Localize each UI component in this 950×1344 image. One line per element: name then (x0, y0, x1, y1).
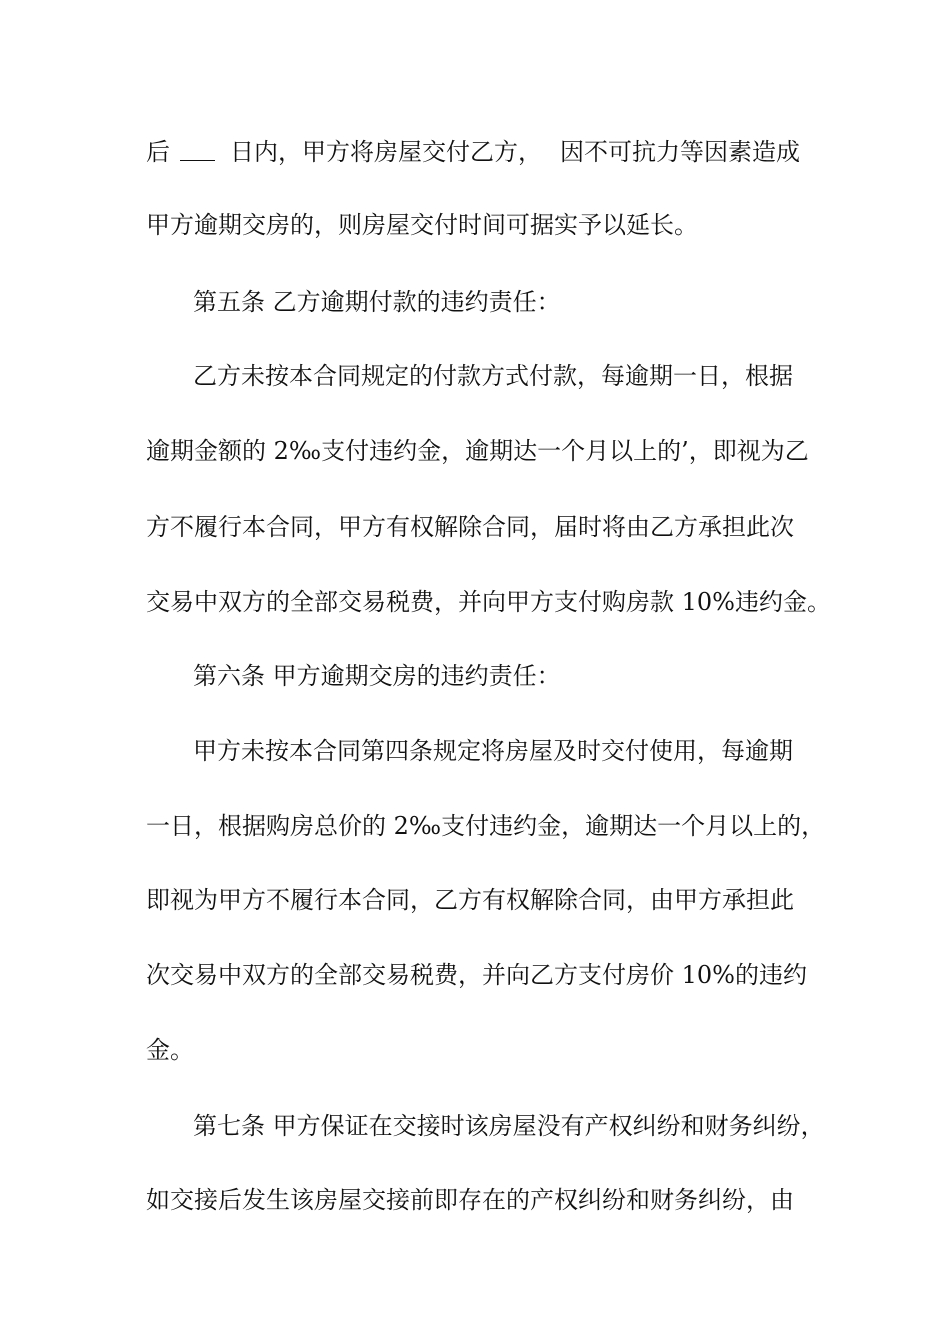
text-line (0, 356, 950, 396)
text-segment: 日内，甲方将房屋交付乙方， (230, 138, 542, 166)
text-line (0, 955, 950, 995)
article-heading (0, 656, 950, 696)
text-segment: 第六条 甲方逾期交房的违约责任： (193, 662, 561, 690)
text-segment: 金。 (146, 1036, 194, 1064)
text-segment: 因不可抗力等因素造成 (560, 138, 800, 166)
text-segment: 逾期金额的 2‰支付违约金，逾期达一个月以上的’，即视为乙 (146, 437, 809, 465)
text-line (0, 205, 950, 245)
article-heading (0, 282, 950, 322)
article-heading (0, 1106, 950, 1146)
text-segment: 第七条 甲方保证在交接时该房屋没有产权纠纷和财务纠纷， (193, 1112, 825, 1140)
text-segment: 如交接后发生该房屋交接前即存在的产权纠纷和财务纠纷，由 (146, 1186, 794, 1214)
text-segment: 即视为甲方不履行本合同，乙方有权解除合同，由甲方承担此 (146, 886, 794, 914)
text-line (0, 582, 950, 622)
fill-in-blank (180, 160, 215, 161)
text-line (0, 1030, 950, 1070)
text-line (0, 132, 950, 172)
text-segment: 乙方未按本合同规定的付款方式付款，每逾期一日，根据 (193, 362, 793, 390)
text-line (0, 806, 950, 846)
text-line (0, 880, 950, 920)
text-segment: 甲方逾期交房的，则房屋交付时间可据实予以延长。 (146, 211, 698, 239)
text-segment: 一日，根据购房总价的 2‰支付违约金，逾期达一个月以上的， (146, 812, 826, 840)
text-line (0, 731, 950, 771)
text-segment: 后 (146, 138, 170, 166)
text-segment: 次交易中双方的全部交易税费，并向乙方支付房价 10%的违约 (146, 961, 807, 989)
text-line (0, 1180, 950, 1220)
text-segment: 方不履行本合同，甲方有权解除合同，届时将由乙方承担此次 (146, 513, 794, 541)
text-segment: 甲方未按本合同第四条规定将房屋及时交付使用，每逾期 (193, 737, 793, 765)
text-line (0, 507, 950, 547)
text-line (0, 431, 950, 471)
text-segment: 交易中双方的全部交易税费，并向甲方支付购房款 10%违约金。 (146, 588, 831, 616)
text-segment: 第五条 乙方逾期付款的违约责任： (193, 288, 561, 316)
